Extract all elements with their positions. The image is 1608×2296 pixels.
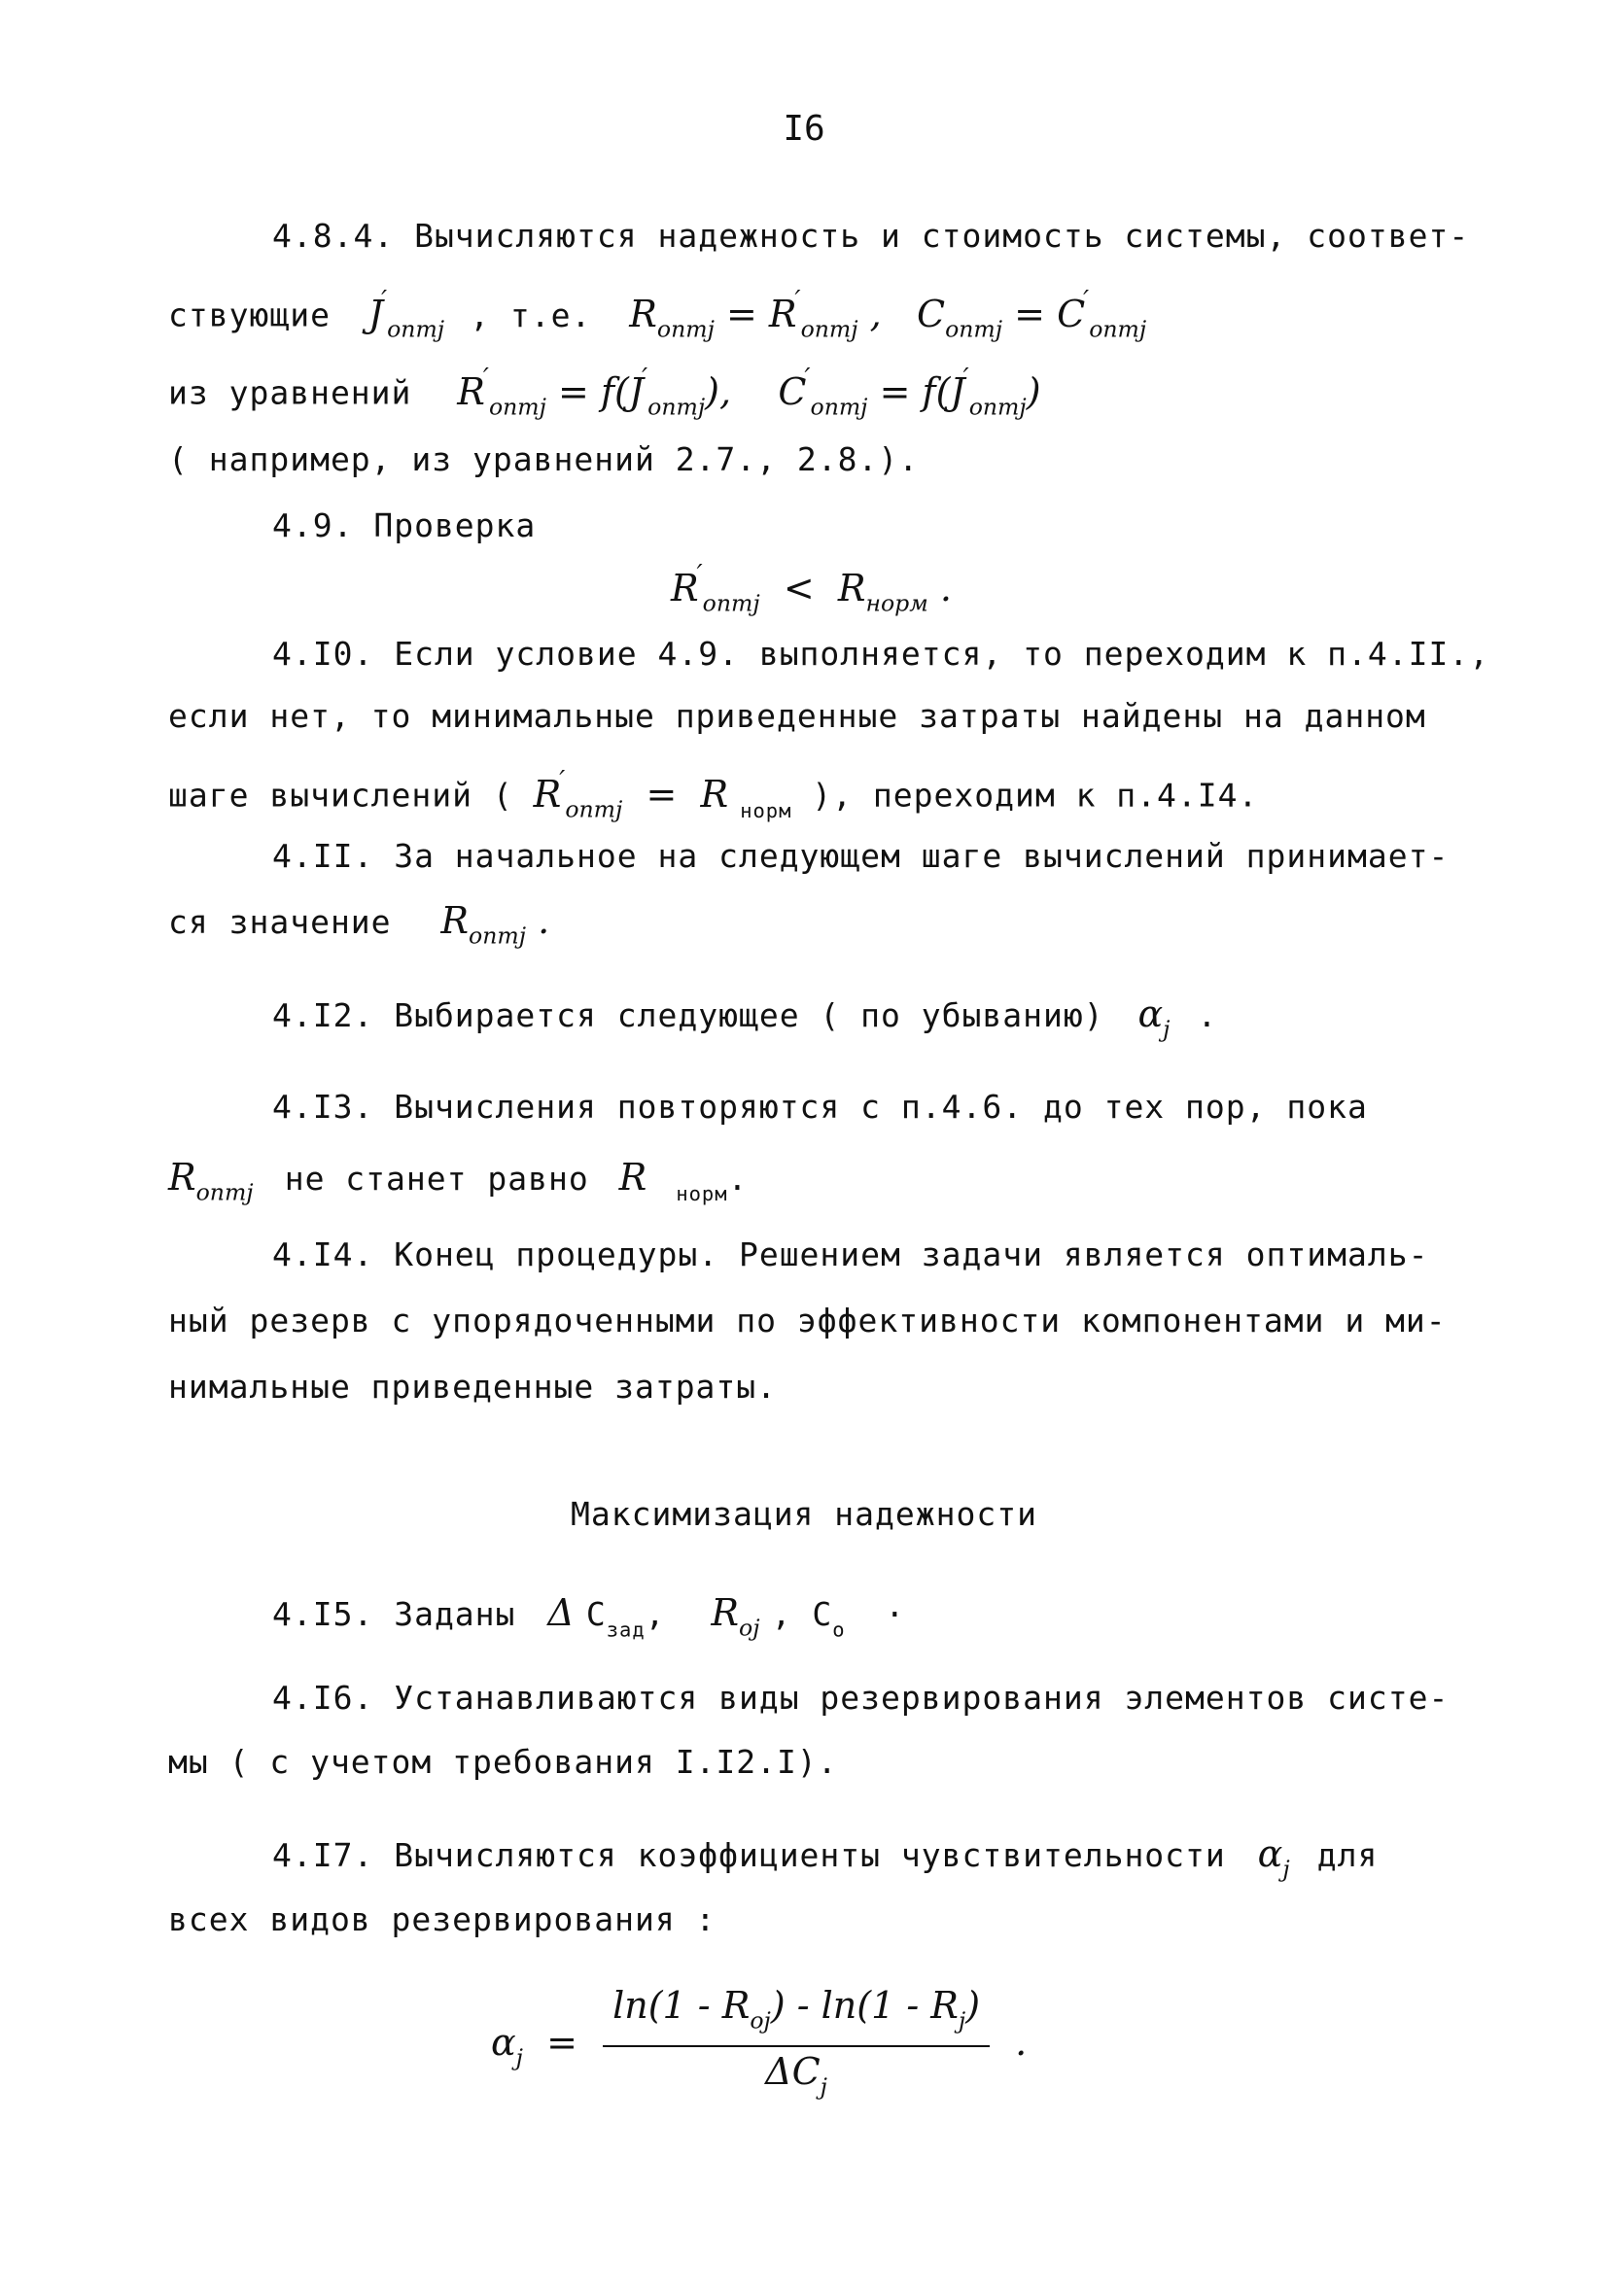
paragraph-4-11-line-2: [168, 900, 549, 957]
paragraph-4-8-4-line-4: ( например, из уравнений 2.7., 2.8.).: [168, 440, 920, 478]
paragraph-4-12-line-1: 4.I2. Выбирается следующее ( по убыванию) $\alpha_j$ .: [272, 992, 1218, 1043]
formula-r-equality: $R_{оптj} = R'_{оптj}$ , $C_{оптj} = C'_{оптj}$: [629, 285, 1147, 343]
formula-r-norm-equality: $R'_{оптj} = R$: [533, 765, 729, 823]
fraction-numerator: $\ln(1 - R_{oj}) - \ln(1 - R_j)$: [603, 1985, 990, 2047]
paragraph-4-17-line-2: всех видов резервирования :: [168, 1900, 717, 1938]
paragraph-4-8-4-line-2: [168, 280, 1146, 349]
text-fragment: ся значение: [168, 903, 392, 941]
page-number: I6: [783, 109, 825, 149]
formula-alpha-fraction: $\alpha_j$ = $\frac{\ln(1 - R_{oj}) - \ln(1 - R_j)}{\Delta C_j}$ .: [491, 1985, 1027, 2106]
paragraph-4-16-line-1: 4.I6. Устанавливаются виды резервирования элементов систе-: [272, 1679, 1450, 1717]
formula-alpha-j: $\alpha_j$: [1257, 1832, 1290, 1883]
formula-equations: $R'_{оптj} = f(J'_{оптj})$, $C'_{оптj} = f(J'_{оптj})$: [457, 363, 1041, 421]
paragraph-4-14-line-1: 4.I4. Конец процедуры. Решением задачи является оптималь-: [272, 1235, 1429, 1273]
formula-r-opt: $R_{оптj}$: [168, 1156, 254, 1206]
text-fragment: ствующие: [168, 296, 331, 334]
fraction: [603, 1985, 990, 2106]
formula-j-opt: $J'_{оптj}$: [367, 285, 445, 343]
paragraph-4-15-line-1: 4.I5. Заданы Δ $C_{зад}$, $R_{oj}$ , $C_o$ ·: [272, 1591, 906, 1642]
paragraph-4-13-line-2: $R_{оптj}$ не станет равно R $_{норм}$.: [168, 1156, 749, 1206]
text-fragment: не станет равно: [284, 1160, 589, 1198]
paragraph-4-10-line-2: если нет, то минимальные приведенные затраты найдены на данном: [168, 697, 1426, 735]
text-fragment: 4.I7. Вычисляются коэффициенты чувствительности: [272, 1836, 1226, 1874]
fraction-denominator: $\Delta C_j$: [765, 2049, 827, 2101]
formula-delta-c: Δ: [547, 1591, 575, 1634]
paragraph-4-9-line-1: 4.9. Проверка: [272, 506, 537, 544]
section-heading: Максимизация надежности: [571, 1495, 1037, 1533]
paragraph-4-16-line-2: мы ( с учетом требования I.I2.I).: [168, 1743, 838, 1781]
text-fragment: из уравнений: [168, 373, 412, 412]
paragraph-4-13-line-1: 4.I3. Вычисления повторяются с п.4.6. до тех пор, пока: [272, 1088, 1368, 1126]
formula-alpha-j: $\alpha_j$: [1137, 992, 1171, 1043]
formula-r: R: [618, 1156, 647, 1199]
formula-r-o: $R_{oj}$: [711, 1591, 760, 1642]
formula-check: $R'_{оптj} < R_{норм}$ .: [671, 559, 952, 617]
paragraph-4-10-line-1: 4.I0. Если условие 4.9. выполняется, то переходим к п.4.II.,: [272, 635, 1490, 673]
text-fragment: , т.е.: [470, 296, 592, 334]
text-fragment: для: [1316, 1836, 1379, 1874]
paragraph-4-11-line-1: 4.II. За начальное на следующем шаге вычислений принимает-: [272, 837, 1450, 875]
paragraph-4-8-4-line-3: [168, 358, 1041, 427]
text-fragment: 4.I5. Заданы: [272, 1595, 516, 1633]
paragraph-4-8-4-line-1: 4.8.4. Вычисляются надежность и стоимость системы, соответ-: [272, 217, 1470, 255]
paragraph-4-17-line-1: [272, 1833, 1378, 1890]
formula-r-opt: $R_{оптj}$ .: [440, 899, 550, 950]
paragraph-4-10-line-3: шаге вычислений ( $R'_{оптj} = R$ $_{норм}$ ), переходим к п.4.I4.: [168, 765, 1259, 823]
paragraph-4-14-line-3: нимальные приведенные затраты.: [168, 1368, 778, 1406]
text-fragment: ), переходим к п.4.I4.: [812, 776, 1259, 815]
text-fragment: шаге вычислений (: [168, 776, 513, 815]
text-fragment: 4.I2. Выбирается следующее ( по убыванию): [272, 996, 1104, 1034]
paragraph-4-14-line-2: ный резерв с упорядоченными по эффективности компонентами и ми-: [168, 1302, 1447, 1339]
